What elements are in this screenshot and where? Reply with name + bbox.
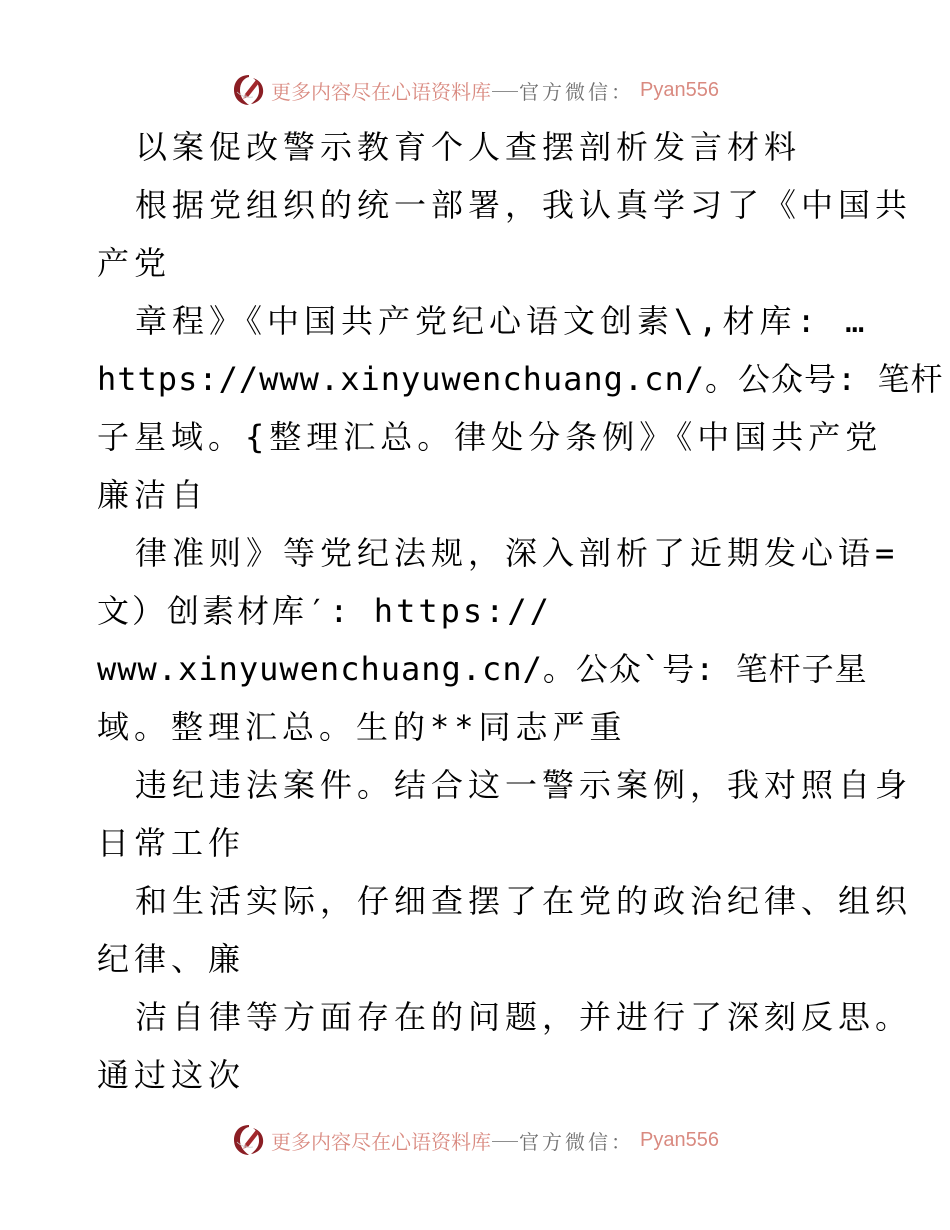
paragraph-line: 域。整理汇总。生的**同志严重 <box>97 708 627 746</box>
paragraph-line-url: https://www.xinyuwenchuang.cn/。公众号: 笔杆 <box>97 360 944 398</box>
pen-nib-logo-icon <box>231 1122 267 1158</box>
banner-wechat-handle: Pyan556 <box>640 78 719 101</box>
paragraph-line: 廉洁自 <box>97 476 209 514</box>
paragraph-line: 和生活实际，仔细查摆了在党的政治纪律、组织 <box>135 882 913 920</box>
paragraph-line: 章程》《中国共产党纪心语文创素\,材库: … <box>135 302 870 340</box>
paragraph-line: 纪律、廉 <box>97 940 246 978</box>
paragraph-line: 根据党组织的统一部署，我认真学习了《中国共 <box>135 186 913 224</box>
banner-dash <box>492 91 518 92</box>
banner-lead-text: 更多内容尽在心语资料库 <box>271 1129 492 1154</box>
banner-dash <box>492 1141 518 1142</box>
header-banner <box>0 70 950 110</box>
paragraph-line: 律准则》等党纪法规，深入剖析了近期发心语= <box>135 534 900 572</box>
paragraph-line: 洁自律等方面存在的问题，并进行了深刻反思。 <box>135 998 913 1036</box>
paragraph-line: 文）创素材库′: https:// <box>97 592 552 630</box>
paragraph-line: 通过这次 <box>97 1056 246 1094</box>
banner-lead-text: 更多内容尽在心语资料库 <box>271 79 492 104</box>
paragraph-line: 日常工作 <box>97 824 246 862</box>
footer-banner <box>0 1120 950 1160</box>
pen-nib-logo-icon <box>231 72 267 108</box>
banner-wechat-handle: Pyan556 <box>640 1128 719 1151</box>
document-body <box>97 118 944 1104</box>
document-title: 以案促改警示教育个人查摆剖析发言材料 <box>135 128 802 166</box>
paragraph-line: 子星域。{整理汇总。律处分条例》《中国共产党 <box>97 418 883 456</box>
paragraph-line-url: www.xinyuwenchuang.cn/。公众`号: 笔杆子星 <box>97 650 868 688</box>
paragraph-line: 违纪违法案件。结合这一警示案例，我对照自身 <box>135 766 913 804</box>
banner-wechat-label: 官方微信： <box>519 79 635 104</box>
banner-wechat-label: 官方微信： <box>519 1129 635 1154</box>
paragraph-line: 产党 <box>97 244 172 282</box>
